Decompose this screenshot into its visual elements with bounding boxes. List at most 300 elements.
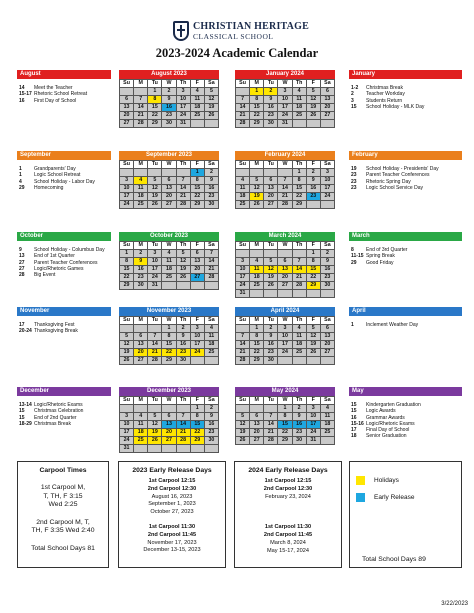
calendar-day: 4 (190, 88, 204, 96)
event-text: Inclement Weather Day (366, 322, 419, 328)
calendar-day: 4 (162, 250, 176, 258)
calendar-april-2024 (235, 307, 335, 365)
calendar-day: 17 (176, 104, 190, 112)
early2024-b1: 1st Carpool 11:30 (264, 524, 312, 531)
weekday-header: Su (120, 80, 134, 88)
event-text: Big Event (34, 272, 56, 279)
calendar-day: 29 (250, 357, 264, 365)
calendar-day: 17 (190, 341, 204, 349)
calendar-day: 2 (204, 405, 218, 413)
event-text: Final Day of School (366, 427, 410, 434)
event-date: 23 (351, 178, 357, 185)
calendar-day (292, 120, 306, 128)
weekday-header: Th (176, 242, 190, 250)
calendar-day: 26 (148, 201, 162, 209)
event-date: 15-17 (19, 91, 32, 98)
calendar-day (306, 290, 320, 298)
calendar-day: 21 (278, 193, 292, 201)
calendar-day: 15 (250, 104, 264, 112)
event-text: School Holiday - Labor Day (34, 178, 95, 185)
event-text: School Holiday - MLK Day (366, 103, 425, 110)
logo-line2: CLASSICAL SCHOOL (193, 32, 274, 41)
calendar-day (134, 325, 148, 333)
event-date: 27 (19, 265, 25, 272)
calendar-day (292, 357, 306, 365)
right-events-list (351, 166, 464, 191)
calendar-day: 20 (278, 274, 292, 282)
calendar-day: 9 (320, 258, 334, 266)
weekday-header: F (306, 242, 320, 250)
event-text: Homecoming (34, 184, 64, 191)
weekday-header: W (278, 161, 292, 169)
calendar-day: 11 (236, 185, 250, 193)
weekday-header: Tu (264, 242, 278, 250)
calendar-day: 23 (320, 274, 334, 282)
calendar-day: 10 (236, 266, 250, 274)
weekday-header: F (306, 80, 320, 88)
calendar-day: 5 (148, 177, 162, 185)
early2023-a2: 2nd Carpool 12:30 (147, 485, 197, 492)
weekday-header: W (162, 242, 176, 250)
calendar-october-2023 (119, 232, 219, 290)
calendar-day (292, 290, 306, 298)
calendar-day: 30 (204, 201, 218, 209)
calendar-day: 28 (134, 120, 148, 128)
calendar-day: 14 (148, 341, 162, 349)
calendar-day: 20 (250, 429, 264, 437)
early2024-a3: February 23, 2024 (265, 493, 311, 500)
logo-line1: CHRISTIAN HERITAGE (193, 21, 309, 32)
calendar-day: 26 (176, 274, 190, 282)
calendar-day: 21 (292, 274, 306, 282)
event-date: 17 (19, 322, 25, 328)
event-date: 4 (19, 178, 22, 185)
event-date: 18-29 (19, 420, 32, 427)
weekday-header: F (190, 317, 204, 325)
calendar-day: 19 (264, 274, 278, 282)
event-item (19, 328, 113, 334)
calendar-day: 3 (278, 325, 292, 333)
calendar-day: 24 (278, 112, 292, 120)
calendar-day (278, 357, 292, 365)
calendar-day: 4 (204, 325, 218, 333)
calendar-month-title: November 2023 (119, 307, 219, 316)
calendar-day (134, 445, 148, 453)
early2024-b3: March 8, 2024 (270, 539, 306, 546)
calendar-day: 14 (176, 185, 190, 193)
calendar-day: 8 (292, 177, 306, 185)
calendar-day (190, 357, 204, 365)
calendar-day (148, 445, 162, 453)
calendar-day (320, 357, 334, 365)
calendar-day: 12 (148, 421, 162, 429)
early2023-b4: December 13-15, 2023 (143, 547, 201, 554)
calendar-day: 31 (120, 445, 134, 453)
calendar-day: 2 (264, 325, 278, 333)
weekday-header: Tu (148, 161, 162, 169)
event-date: 2 (351, 91, 354, 98)
calendar-day: 8 (306, 258, 320, 266)
calendar-day (250, 250, 264, 258)
calendar-day: 29 (306, 282, 320, 290)
carpool-times-box (17, 461, 109, 568)
weekday-header: F (306, 397, 320, 405)
calendar-day: 1 (120, 250, 134, 258)
legend-early-release-label: Early Release (374, 494, 415, 501)
weekday-header: Th (292, 397, 306, 405)
calendar-day: 6 (120, 96, 134, 104)
weekday-header: Th (292, 80, 306, 88)
weekday-header: W (278, 397, 292, 405)
calendar-january-2024 (235, 70, 335, 128)
early2023-a4: September 1, 2023 (148, 501, 196, 508)
calendar-day (236, 250, 250, 258)
calendar-day: 21 (176, 193, 190, 201)
weekday-header: Tu (264, 317, 278, 325)
calendar-day: 31 (236, 290, 250, 298)
calendar-day: 3 (190, 325, 204, 333)
calendar-day: 17 (306, 421, 320, 429)
month-band-january: January (349, 70, 462, 79)
calendar-day: 1 (306, 250, 320, 258)
early2023-b3: November 17, 2023 (147, 539, 197, 546)
calendar-day: 11 (250, 266, 264, 274)
calendar-day (236, 325, 250, 333)
calendar-day: 12 (236, 421, 250, 429)
month-band-november: November (17, 307, 111, 316)
calendar-day: 22 (292, 193, 306, 201)
calendar-day (306, 357, 320, 365)
calendar-day: 17 (278, 104, 292, 112)
calendar-day: 7 (292, 258, 306, 266)
calendar-day: 5 (236, 413, 250, 421)
event-date: 15 (19, 408, 25, 415)
event-date: 16 (19, 97, 25, 104)
event-text: Logic School Service Day (366, 184, 423, 191)
calendar-day: 5 (120, 333, 134, 341)
calendar-day: 30 (320, 282, 334, 290)
legend-box (349, 461, 462, 568)
weekday-header: Th (292, 317, 306, 325)
calendar-day: 8 (250, 333, 264, 341)
early2023-b2: 2nd Carpool 11:45 (147, 531, 197, 538)
calendar-day: 7 (148, 333, 162, 341)
calendar-day: 2 (264, 88, 278, 96)
event-date: 17 (351, 427, 357, 434)
calendar-day: 25 (250, 282, 264, 290)
calendar-day: 14 (134, 104, 148, 112)
calendar-day: 8 (190, 413, 204, 421)
calendar-day: 27 (162, 201, 176, 209)
event-text: Rhetoric School Retreat (34, 91, 88, 98)
calendar-day: 2 (292, 405, 306, 413)
early-release-2023-box (118, 461, 226, 568)
event-item (351, 104, 464, 110)
weekday-header: Tu (264, 80, 278, 88)
calendar-day: 1 (278, 405, 292, 413)
calendar-day: 4 (292, 325, 306, 333)
early2024-a2: 2nd Carpool 12:30 (263, 485, 313, 492)
event-text: Christmas Celebration (34, 408, 84, 415)
calendar-day: 18 (292, 104, 306, 112)
calendar-day: 12 (148, 185, 162, 193)
calendar-day: 17 (148, 266, 162, 274)
event-item (19, 272, 113, 278)
carpool-l5: TH, F 3:35 Wed 2:40 (31, 527, 95, 534)
weekday-header: M (134, 80, 148, 88)
calendar-day: 6 (250, 413, 264, 421)
early-release-2024-box (234, 461, 342, 568)
calendar-day: 8 (190, 177, 204, 185)
carpool-l3: Wed 2:25 (48, 501, 78, 508)
calendar-month-title: October 2023 (119, 232, 219, 241)
event-date: 15 (351, 103, 357, 110)
calendar-day: 24 (176, 112, 190, 120)
right-events-list (351, 85, 464, 110)
calendar-day (264, 169, 278, 177)
calendar-day: 18 (134, 429, 148, 437)
calendar-day: 29 (190, 201, 204, 209)
calendar-day: 10 (148, 258, 162, 266)
calendar-day: 16 (306, 185, 320, 193)
event-date: 14 (19, 85, 25, 91)
event-date: 15 (19, 414, 25, 421)
calendar-day: 14 (204, 258, 218, 266)
weekday-header: Th (176, 397, 190, 405)
calendar-day: 20 (320, 341, 334, 349)
month-band-may: May (349, 387, 462, 396)
calendar-day (320, 120, 334, 128)
calendar-day: 5 (148, 413, 162, 421)
weekday-header: M (134, 161, 148, 169)
calendar-day (278, 169, 292, 177)
weekday-header: Su (120, 397, 134, 405)
event-text: End of 3rd Quarter (366, 247, 408, 253)
event-text: Christmas Break (366, 85, 403, 91)
weekday-header: Sa (204, 80, 218, 88)
calendar-day: 21 (236, 349, 250, 357)
calendar-day: 6 (320, 88, 334, 96)
month-band-september: September (17, 151, 111, 160)
calendar-day: 10 (120, 185, 134, 193)
calendar-day: 6 (320, 325, 334, 333)
calendar-day: 12 (250, 185, 264, 193)
carpool-l4: 2nd Carpool M, T, (36, 518, 90, 526)
event-text: Spring Break (366, 253, 395, 260)
calendar-day (162, 405, 176, 413)
calendar-day: 6 (134, 333, 148, 341)
calendar-day: 10 (120, 421, 134, 429)
calendar-day: 14 (236, 104, 250, 112)
calendar-day: 8 (278, 413, 292, 421)
calendar-day: 16 (264, 104, 278, 112)
calendar-day: 13 (250, 421, 264, 429)
event-text: Logic School Retreat (34, 172, 81, 179)
calendar-day: 29 (190, 437, 204, 445)
calendar-day: 29 (148, 120, 162, 128)
early2023-a3: August 16, 2023 (151, 493, 193, 500)
carpool-total: Total School Days 81 (31, 544, 95, 552)
calendar-day: 1 (292, 169, 306, 177)
calendar-day: 10 (278, 333, 292, 341)
calendar-day: 19 (306, 104, 320, 112)
revision-date: 3/22/2023 (441, 601, 468, 607)
calendar-day: 27 (190, 274, 204, 282)
calendar-november-2023 (119, 307, 219, 365)
calendar-day (134, 405, 148, 413)
event-item (19, 185, 113, 191)
weekday-header: Sa (204, 161, 218, 169)
calendar-day: 3 (148, 250, 162, 258)
calendar-day: 23 (264, 112, 278, 120)
calendar-day: 13 (134, 341, 148, 349)
calendar-day: 23 (292, 429, 306, 437)
early-release-swatch (356, 493, 365, 502)
calendar-day: 30 (162, 120, 176, 128)
calendar-day: 27 (162, 437, 176, 445)
calendar-day: 7 (236, 333, 250, 341)
calendar-day: 25 (190, 112, 204, 120)
calendar-day (190, 120, 204, 128)
calendar-day: 7 (176, 413, 190, 421)
calendar-day (120, 88, 134, 96)
calendar-day: 25 (236, 201, 250, 209)
calendar-day: 3 (176, 88, 190, 96)
calendar-day: 25 (292, 112, 306, 120)
calendar-day: 21 (204, 266, 218, 274)
left-events-list (19, 247, 113, 278)
month-band-october: October (17, 232, 111, 241)
calendar-february-2024 (235, 151, 335, 209)
calendar-day: 4 (292, 88, 306, 96)
calendar-day: 28 (148, 357, 162, 365)
calendar-day: 25 (134, 437, 148, 445)
calendar-day: 19 (236, 429, 250, 437)
calendar-day: 11 (134, 421, 148, 429)
calendar-day: 26 (264, 282, 278, 290)
calendar-day: 13 (320, 96, 334, 104)
event-text: Logic/Rhetoric Exams (34, 402, 83, 408)
event-text: Students Return (366, 97, 403, 104)
event-date: 20-24 (19, 328, 32, 335)
early2023-a5: October 27, 2023 (150, 509, 194, 516)
calendar-day (236, 88, 250, 96)
early2024-b4: May 15-17, 2024 (267, 547, 309, 554)
calendar-day (306, 120, 320, 128)
event-date: 1 (19, 172, 22, 179)
calendar-day: 29 (292, 201, 306, 209)
calendar-day (120, 169, 134, 177)
carpool-title: Carpool Times (39, 467, 87, 474)
calendar-day: 2 (306, 169, 320, 177)
calendar-day: 9 (264, 333, 278, 341)
calendar-month-title: August 2023 (119, 70, 219, 79)
school-logo (173, 21, 309, 43)
event-text: Kindergarten Graduation (366, 402, 421, 408)
calendar-day (292, 250, 306, 258)
calendar-day: 7 (176, 177, 190, 185)
calendar-day (320, 437, 334, 445)
calendar-day: 26 (306, 349, 320, 357)
calendar-day (204, 445, 218, 453)
calendar-day: 11 (292, 96, 306, 104)
calendar-day (204, 357, 218, 365)
calendar-day: 17 (320, 185, 334, 193)
calendar-month-title: February 2024 (235, 151, 335, 160)
left-events-list (19, 85, 113, 104)
calendar-day (204, 282, 218, 290)
calendar-day: 2 (176, 325, 190, 333)
calendar-day: 21 (236, 112, 250, 120)
weekday-header: M (134, 397, 148, 405)
calendar-day: 4 (320, 405, 334, 413)
weekday-header: Th (176, 161, 190, 169)
event-text: School Holiday - Presidents' Day (366, 166, 439, 172)
calendar-day: 9 (292, 413, 306, 421)
weekday-header: W (162, 80, 176, 88)
carpool-l2: T, TH, F 3:15 (43, 492, 83, 500)
calendar-day: 19 (148, 429, 162, 437)
event-date: 13-14 (19, 402, 32, 408)
calendar-day: 6 (162, 413, 176, 421)
early2023-title: 2023 Early Release Days (132, 467, 212, 474)
calendar-day: 15 (190, 421, 204, 429)
calendar-day: 3 (320, 169, 334, 177)
event-date: 1 (351, 322, 354, 328)
calendar-day: 3 (306, 405, 320, 413)
weekday-header: Tu (148, 397, 162, 405)
calendar-day (176, 169, 190, 177)
calendar-day: 18 (292, 341, 306, 349)
calendar-day: 22 (190, 429, 204, 437)
calendar-day: 9 (162, 96, 176, 104)
weekday-header: Tu (264, 161, 278, 169)
weekday-header: F (190, 397, 204, 405)
calendar-day: 1 (162, 325, 176, 333)
calendar-day: 22 (278, 429, 292, 437)
calendar-day: 3 (278, 88, 292, 96)
calendar-day: 15 (278, 421, 292, 429)
calendar-day: 25 (292, 349, 306, 357)
calendar-day: 18 (236, 193, 250, 201)
calendar-day: 3 (120, 413, 134, 421)
weekday-header: Th (292, 242, 306, 250)
calendar-day: 16 (134, 266, 148, 274)
calendar-day: 7 (264, 413, 278, 421)
event-date: 1 (19, 166, 22, 172)
calendar-day: 20 (162, 429, 176, 437)
calendar-day: 15 (162, 341, 176, 349)
calendar-day: 21 (264, 429, 278, 437)
calendar-day: 28 (176, 437, 190, 445)
calendar-month-title: May 2024 (235, 387, 335, 396)
event-date: 23 (351, 184, 357, 191)
weekday-header: F (190, 242, 204, 250)
weekday-header: W (162, 397, 176, 405)
calendar-day: 24 (278, 349, 292, 357)
calendar-day (134, 88, 148, 96)
calendar-day (162, 169, 176, 177)
event-text: Grandparents' Day (34, 166, 76, 172)
calendar-day (134, 169, 148, 177)
calendar-day: 8 (162, 333, 176, 341)
event-date: 8 (351, 247, 354, 253)
weekday-header: M (250, 317, 264, 325)
calendar-day: 20 (320, 104, 334, 112)
calendar-day: 4 (134, 413, 148, 421)
calendar-day: 20 (134, 349, 148, 357)
event-text: Grammar Awards (366, 414, 405, 421)
